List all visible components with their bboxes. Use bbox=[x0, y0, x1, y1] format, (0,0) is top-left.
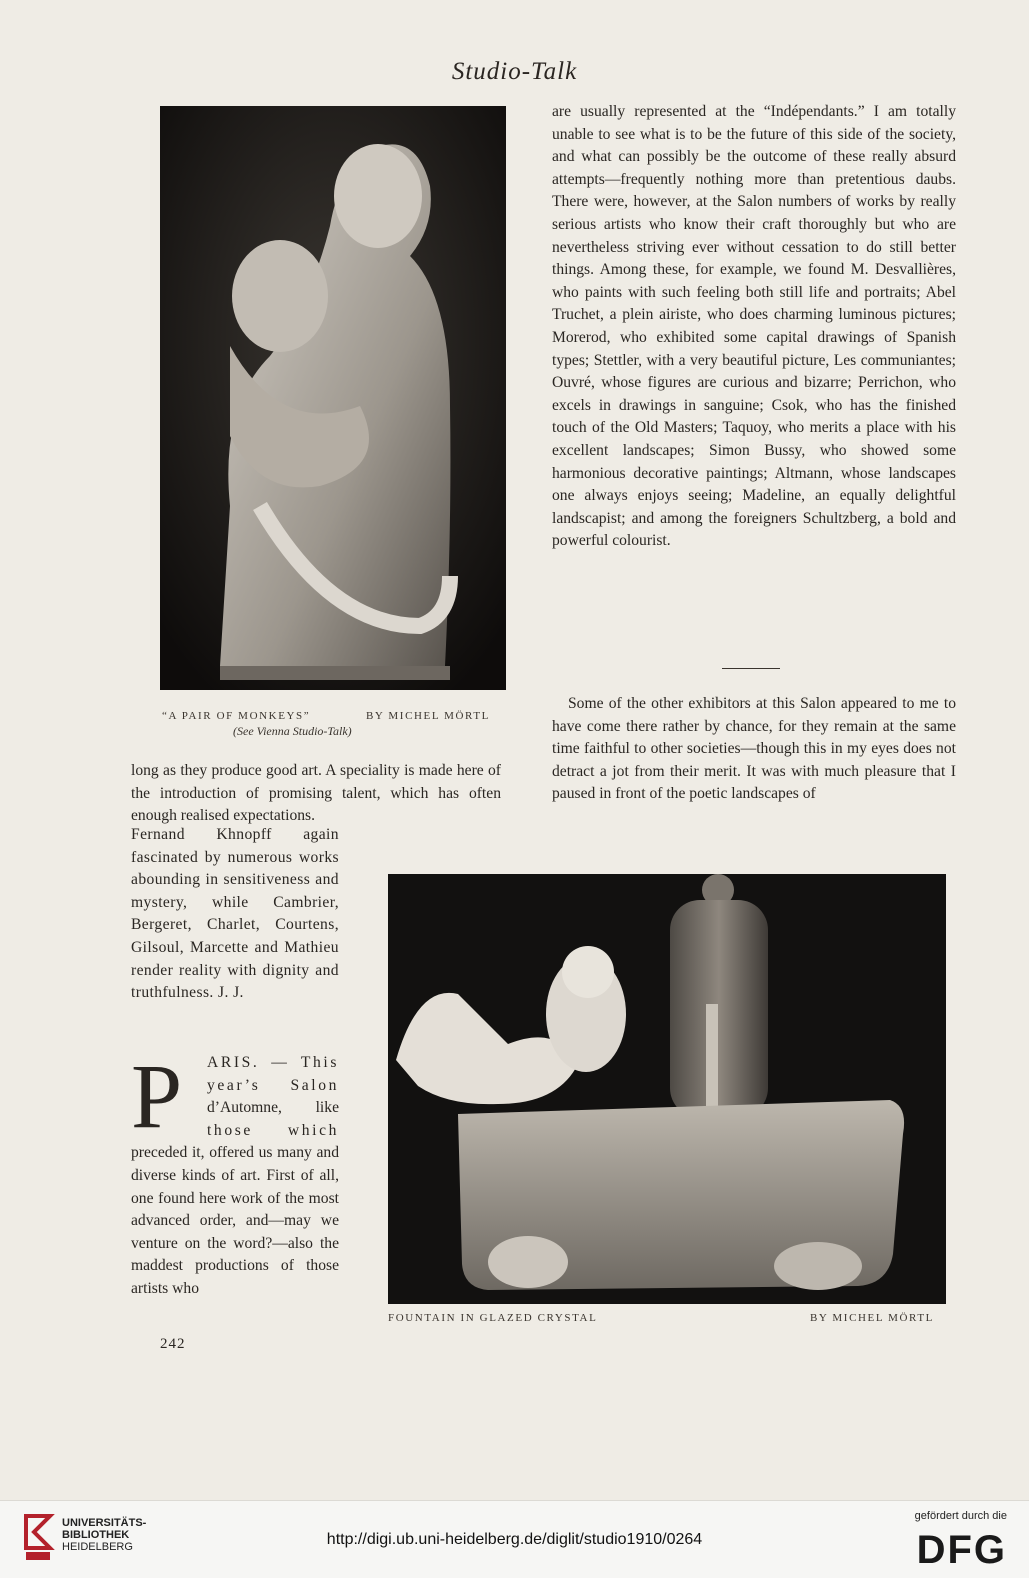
monkeys-caption-artist: BY MICHEL MÖRTL bbox=[366, 710, 490, 722]
dfg-logo: DFG bbox=[916, 1528, 1007, 1572]
paris-paragraph: preceded it, offered us many and diverse kinds of art. First of all, one found here work of the most advanced order, and—may we venture on the word?—also the maddest productions of those artists who bbox=[131, 1144, 339, 1297]
fountain-sculpture-image bbox=[388, 874, 946, 1304]
monkeys-caption-note: (See Vienna Studio-Talk) bbox=[233, 724, 352, 738]
left-column-text-mid bbox=[131, 760, 501, 828]
fountain-photograph bbox=[388, 874, 946, 1304]
fountain-caption-artist: BY MICHEL MÖRTL bbox=[810, 1312, 934, 1324]
paris-line: those which bbox=[207, 1121, 339, 1139]
paris-line: ARIS. — This bbox=[207, 1054, 339, 1071]
section-divider bbox=[722, 668, 780, 669]
fountain-caption-title: FOUNTAIN IN GLAZED CRYSTAL bbox=[388, 1312, 598, 1324]
right-column-text-top bbox=[552, 101, 956, 553]
running-head: Studio-Talk bbox=[451, 58, 578, 85]
paragraph: Fernand Khnopff again fascinated by numerous works abounding in sensitiveness and mystery, while Cambrier, Bergeret, Charlet, Courtens, Gilsoul, Marcette and Mathieu render reality with dignity and truthfulness. J. J. bbox=[131, 826, 339, 1002]
permalink-url[interactable]: http://digi.ub.uni-heidelberg.de/diglit/studio1910/0264 bbox=[326, 1531, 703, 1548]
paragraph: Some of the other exhibitors at this Salon appeared to me to have come there rather by chance, for they remain at the same time faithful to other societies—though this in my eyes does not detract a jot from their merit. It was with much pleasure that I paused in front of the poetic landscapes of bbox=[552, 695, 956, 803]
paris-line: d’Automne, like bbox=[207, 1099, 339, 1117]
drop-capital: P bbox=[131, 1045, 183, 1147]
monkeys-caption-title: “A PAIR OF MONKEYS” bbox=[162, 710, 311, 722]
library-line: UNIVERSITÄTS- bbox=[62, 1517, 147, 1529]
paris-line: year’s Salon bbox=[207, 1076, 339, 1094]
monkeys-sculpture-image bbox=[160, 106, 506, 690]
funding-note: gefördert durch die bbox=[914, 1510, 1007, 1522]
paragraph: are usually represented at the “Indépendants.” I am totally unable to see what is to be the future of this side of the society, and what can possibly be the outcome of these really absurd attempts—frequently nothing more than pretentious daubs. There were, however, at the Salon numbers of works by really serious artists who know their craft thoroughly but who are nevertheless striving ever without cessation to do still better things. Among these, for example, we found M. Desvallières, who paints with such feeling both still life and portraits; Abel Truchet, a plein airiste, who does charming luminous pictures; Morerod, who exhibited some capital drawings of Spanish types; Stettler, with a very beautiful picture, Les communiantes; Ouvré, whose figures are curious and bizarre; Perrichon, who excels in drawings in sanguine; Csok, who has the finished touch of the Old Masters; Taquoy, who merits a place with his excellent landscapes; Simon Bussy, who showed some harmonious decorative paintings; Altmann, whose landscapes one always enjoys seeing; Madeline, an equally delightful landscapist; and among the foreigners Schultzberg, a bold and powerful colourist. bbox=[552, 103, 956, 550]
library-line: HEIDELBERG bbox=[62, 1541, 133, 1553]
paragraph: long as they produce good art. A speciality is made here of the introduction of promising talent, which has often enough realised expectations. bbox=[131, 762, 501, 825]
paris-section-text bbox=[131, 1045, 339, 1301]
left-column-khnopff-text bbox=[131, 824, 339, 1005]
page-number: 242 bbox=[160, 1336, 186, 1352]
library-line: BIBLIOTHEK bbox=[62, 1529, 130, 1541]
monkeys-photograph bbox=[160, 106, 506, 690]
right-column-text-mid bbox=[552, 693, 956, 806]
